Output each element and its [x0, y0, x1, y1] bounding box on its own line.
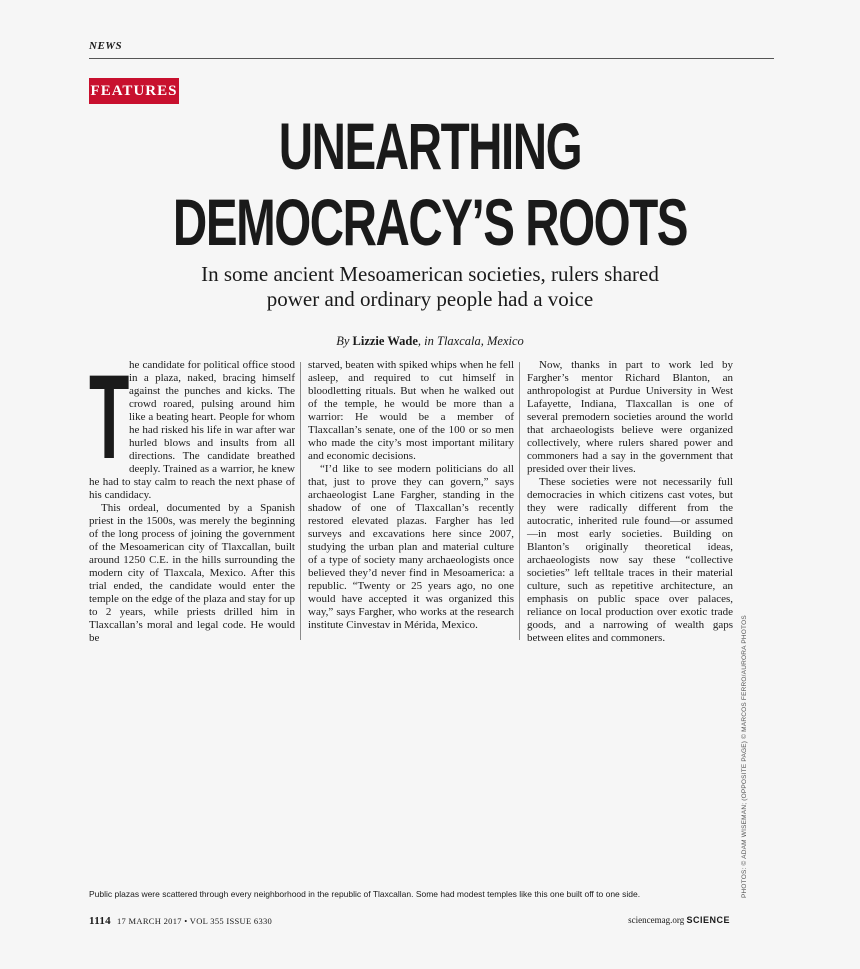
headline-line-1: UNEARTHING [278, 109, 582, 183]
deck-line-2: power and ordinary people had a voice [266, 287, 594, 311]
article-column-3 [527, 359, 733, 645]
section-label: NEWS [89, 40, 123, 52]
paragraph: “I’d like to see modern politicians do all that, just to prove they can govern,” says archaeologist Lane Fargher, standing in the shadow of one of Tlaxcallan’s recently restored elevated plazas. Fargher has led surveys and excavations here since 2007, studying the urban plan and material culture of a type of society many archaeologists once believed they’d never find in Mesoamerica: a republic. “Twenty or 25 years ago, no one would have accepted it was organized this way,” says Fargher, who works at the research institute Cinvestav in Mérida, Mexico. [308, 463, 514, 631]
column-divider [519, 362, 520, 640]
byline-author: Lizzie Wade [352, 334, 418, 348]
page-number: 1114 [89, 915, 111, 927]
footer-folio [89, 915, 272, 927]
column-divider [300, 362, 301, 640]
drop-cap: T [89, 350, 130, 484]
footer-site [628, 915, 730, 925]
article-column-1 [89, 350, 295, 645]
paragraph: he candidate for political office stood in a plaza, naked, bracing himself against the punches and kicks. The crowd roared, pulsing around him like a beating heart. People for whom he had risked his life in war after war hurled blows and insults from all directions. The candidate breathed deeply. Trained as a warrior, he knew he had to stay calm to reach the next phase of his candidacy. [89, 359, 295, 501]
paragraph: Now, thanks in part to work led by Fargher’s mentor Richard Blanton, an anthropologist at Purdue University in West Lafayette, Indiana, Tlaxcallan is one of several premodern societies around the world that archaeologists believe were organized collectively, where rulers shared power and commoners had a say in the government that presided over their lives. [527, 359, 733, 475]
photo-caption: Public plazas were scattered through every neighborhood in the republic of Tlaxcallan. Some had modest temples like this one built off to one side. [89, 889, 641, 899]
headline-line-2: DEMOCRACY’S ROOTS [172, 185, 688, 259]
issue-info: 17 MARCH 2017 • VOL 355 ISSUE 6330 [117, 916, 273, 926]
journal-name: SCIENCE [686, 915, 730, 925]
paragraph: This ordeal, documented by a Spanish priest in the 1500s, was merely the beginning of the long process of joining the government of the Mesoamerican city of Tlaxcallan, built around 1250 C.E. in the hills surrounding the modern city of Tlaxcala, Mexico. After this trial ended, the candidate would enter the temple on the edge of the plaza and stay for up to 2 years, while priests drilled him in Tlaxcallan’s moral and legal code. He would be [89, 502, 295, 644]
byline [0, 334, 860, 349]
site-url: sciencemag.org [628, 915, 687, 925]
deck [130, 262, 730, 312]
features-tag: FEATURES [89, 78, 179, 104]
deck-line-1: In some ancient Mesoamerican societies, rulers shared [201, 262, 659, 286]
headline [164, 108, 697, 260]
paragraph: starved, beaten with spiked whips when he fell asleep, and required to cut himself in bloodletting rituals. But when he walked out of the temple, he would be more than a warrior: He would be a member of Tlaxcallan’s senate, one of the 100 or so men who made the city’s most important military and economic decisions. [308, 359, 514, 462]
header-rule [89, 58, 774, 59]
byline-location: , in Tlaxcala, Mexico [417, 334, 524, 348]
paragraph: These societies were not necessarily full democracies in which citizens cast votes, but they were radically different from the autocratic, inherited rule found—or assumed—in most early societies. Building on Blanton’s originally theoretical ideas, archaeologists now say these “collective societies” left telltale traces in their material culture, such as repetitive architecture, an emphasis on public space over palaces, reliance on local production over exotic trade goods, and a narrowing of wealth gaps between elites and commoners. [527, 476, 733, 644]
byline-prefix: By [336, 334, 353, 348]
article-column-2 [308, 359, 514, 632]
photo-credit: PHOTOS: © ADAM WISEMAN; (OPPOSITE PAGE) © MARCOS FERRO/AURORA PHOTOS [741, 615, 748, 898]
